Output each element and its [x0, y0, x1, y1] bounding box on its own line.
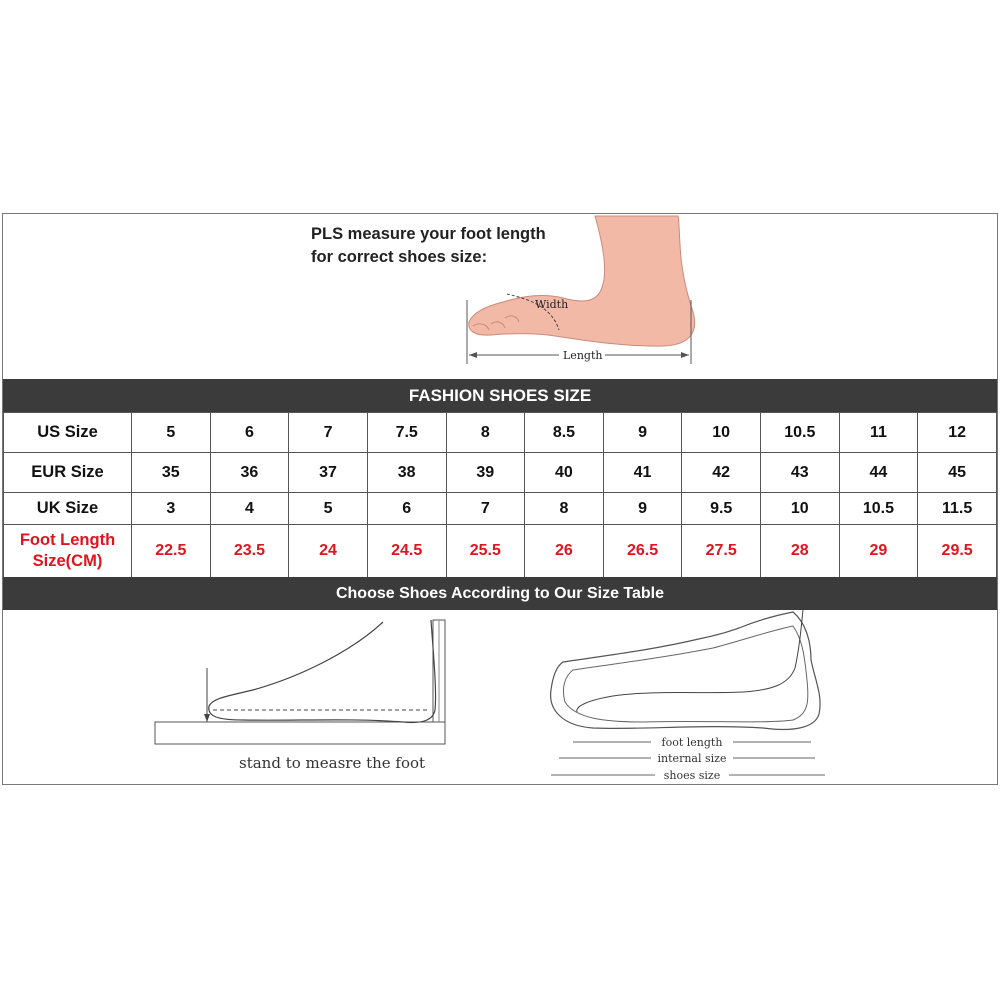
- foot-shape: [469, 216, 695, 346]
- measure-start-arrow: [204, 714, 210, 722]
- table-cell: 27.5: [682, 525, 761, 578]
- foot-length-label: foot length: [661, 736, 723, 749]
- table-cell: 41: [603, 453, 682, 493]
- length-label: Length: [563, 349, 603, 362]
- internal-size-label: internal size: [657, 752, 727, 765]
- intro-line-1: PLS measure your foot length: [311, 225, 546, 243]
- measure-diagrams: [3, 610, 997, 784]
- table-cell: 11.5: [918, 493, 997, 525]
- table-cell: 25.5: [446, 525, 525, 578]
- table-cell: 26.5: [603, 525, 682, 578]
- left-foot-outline: [209, 620, 436, 723]
- measure-diagram-svg: [3, 610, 999, 784]
- length-arrow-left: [469, 352, 477, 358]
- row-header: [4, 525, 132, 578]
- row-header-line-1: Foot Length: [19, 531, 116, 549]
- row-header: UK Size: [4, 493, 132, 525]
- table-cell: 23.5: [210, 525, 289, 578]
- table-cell: 22.5: [132, 525, 211, 578]
- fashion-shoes-size-bar: FASHION SHOES SIZE: [3, 379, 997, 412]
- table-cell: 10.5: [839, 493, 918, 525]
- table-cell: 4: [210, 493, 289, 525]
- table-cell: 3: [132, 493, 211, 525]
- width-label: Width: [535, 298, 569, 311]
- table-cell: 29.5: [918, 525, 997, 578]
- row-header-line-2: Size(CM): [32, 552, 103, 570]
- table-cell: 7: [289, 413, 368, 453]
- table-cell: 9: [603, 413, 682, 453]
- table-cell: 39: [446, 453, 525, 493]
- table-cell: 8: [525, 493, 604, 525]
- floor-block: [155, 722, 445, 744]
- table-cell: 38: [367, 453, 446, 493]
- table-cell: 28: [761, 525, 840, 578]
- table-cell: 6: [210, 413, 289, 453]
- size-table: [3, 412, 997, 578]
- table-cell: 42: [682, 453, 761, 493]
- table-cell: 36: [210, 453, 289, 493]
- table-cell: 29: [839, 525, 918, 578]
- table-cell: 6: [367, 493, 446, 525]
- table-cell: 9.5: [682, 493, 761, 525]
- intro-line-2: for correct shoes size:: [311, 248, 488, 266]
- table-cell: 11: [839, 413, 918, 453]
- table-cell: 24: [289, 525, 368, 578]
- table-row: [4, 493, 997, 525]
- choose-shoes-bar: Choose Shoes According to Our Size Table: [3, 577, 997, 610]
- table-cell: 37: [289, 453, 368, 493]
- table-row: [4, 453, 997, 493]
- table-cell: 10.5: [761, 413, 840, 453]
- row-header: US Size: [4, 413, 132, 453]
- size-chart: [2, 213, 998, 785]
- table-cell: 40: [525, 453, 604, 493]
- table-cell: 5: [289, 493, 368, 525]
- foot-illustration: [3, 214, 999, 379]
- table-cell: 44: [839, 453, 918, 493]
- table-cell: 43: [761, 453, 840, 493]
- row-header: EUR Size: [4, 453, 132, 493]
- table-cell: 35: [132, 453, 211, 493]
- measure-intro: [3, 214, 997, 379]
- length-arrow-right: [681, 352, 689, 358]
- table-cell: 8.5: [525, 413, 604, 453]
- table-cell: 26: [525, 525, 604, 578]
- table-cell: 12: [918, 413, 997, 453]
- table-cell: 8: [446, 413, 525, 453]
- table-cell: 10: [761, 493, 840, 525]
- table-cell: 7: [446, 493, 525, 525]
- left-caption: stand to measre the foot: [239, 754, 426, 772]
- table-cell: 10: [682, 413, 761, 453]
- table-row: [4, 525, 997, 578]
- table-cell: 24.5: [367, 525, 446, 578]
- table-cell: 7.5: [367, 413, 446, 453]
- table-cell: 45: [918, 453, 997, 493]
- table-row: [4, 413, 997, 453]
- table-cell: 5: [132, 413, 211, 453]
- shoe-inner-outline: [563, 626, 807, 722]
- table-cell: 9: [603, 493, 682, 525]
- right-foot-outline: [577, 610, 803, 712]
- shoes-size-label: shoes size: [663, 769, 721, 782]
